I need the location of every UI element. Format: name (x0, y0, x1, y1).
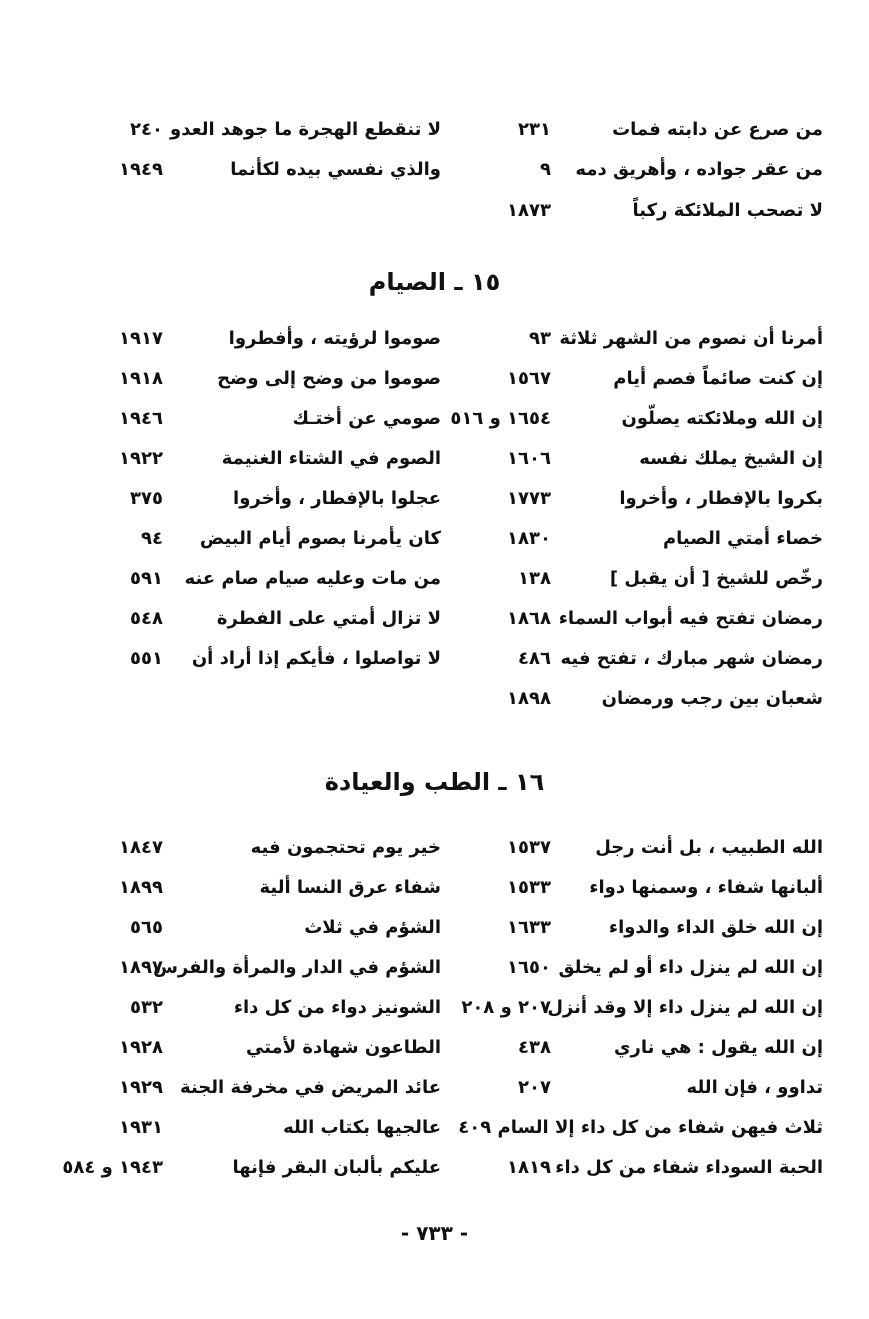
entry-number: ١٦٥٤ و ٥١٦ (450, 408, 551, 429)
index-row (0, 442, 869, 476)
entry-number: ١٩٢٨ (119, 1037, 163, 1058)
entry-text: من عقر جواده ، وأهريق دمه (575, 159, 823, 180)
index-row (0, 1151, 869, 1185)
entry-number: ٢٠٧ (518, 1077, 551, 1098)
index-row (0, 1031, 869, 1065)
entry-number: ٥٤٨ (130, 608, 163, 629)
entry-number: ٢٣١ (518, 119, 551, 140)
entry-number: ١٨٧٣ (507, 200, 551, 221)
entry-text: رمضان شهر مبارك ، تفتح فيه (560, 648, 823, 669)
entry-text: صوموا لرؤيته ، وأفطروا (228, 328, 441, 349)
entry-number: ٤٣٨ (518, 1037, 551, 1058)
entry-number: ٩٣ (529, 328, 551, 349)
entry-text: شعبان بين رجب ورمضان (601, 688, 823, 709)
entry-text: إن كنت صائماً فصم أيام (613, 368, 823, 389)
entry-text: عائد المريض في مخرفة الجنة (180, 1077, 441, 1098)
index-row (0, 682, 869, 716)
index-row (0, 951, 869, 985)
entry-number: ٤٨٦ (518, 648, 551, 669)
entry-text: إن الشيخ يملك نفسه (639, 448, 823, 469)
entry-number: ١٨٤٧ (119, 837, 163, 858)
entry-number: ٥٩١ (130, 568, 163, 589)
section-heading-fasting: ١٥ ـ الصيام (368, 268, 501, 296)
entry-text: لا تصحب الملائكة ركباً (632, 200, 823, 221)
entry-number: ١٦٣٣ (507, 917, 551, 938)
entry-text: إن الله لم ينزل داء إلا وقد أنزل (547, 997, 823, 1018)
entry-text: الله الطبيب ، بل أنت رجل (595, 837, 823, 858)
entry-number: ١٦٠٦ (507, 448, 551, 469)
entry-text: من صرع عن دابته فمات (612, 119, 823, 140)
entry-number: ١٩٣١ (119, 1117, 163, 1138)
entry-number: ١٩١٧ (119, 328, 163, 349)
entry-text: عجلوا بالإفطار ، وأخروا (233, 488, 441, 509)
entry-text: الصوم في الشتاء الغنيمة (221, 448, 441, 469)
entry-text: كان يأمرنا بصوم أيام البيض (199, 528, 441, 549)
entry-text: خصاء أمتي الصيام (662, 528, 823, 549)
entry-number: ١٨٣٠ (507, 528, 551, 549)
entry-text: صومي عن أختـك (292, 408, 441, 429)
entry-text: بكروا بالإفطار ، وأخروا (619, 488, 823, 509)
entry-number: ١٩٢٢ (119, 448, 163, 469)
entry-text: والذي نفسي بيده لكأنما (230, 159, 441, 180)
entry-number: ٢٠٧ و ٢٠٨ (461, 997, 551, 1018)
entry-text: ثلاث فيهن شفاء من كل داء إلا السام ٤٠٩ (458, 1117, 823, 1138)
index-row (0, 1111, 869, 1145)
index-row (0, 402, 869, 436)
section-heading-medicine: ١٦ ـ الطب والعيادة (324, 768, 545, 796)
index-row (0, 522, 869, 556)
index-row (0, 1071, 869, 1105)
index-row (0, 482, 869, 516)
entry-number: ١٦٥٠ (507, 957, 551, 978)
entry-number: ١٩١٨ (119, 368, 163, 389)
entry-text: لا تزال أمتي على الفطرة (216, 608, 441, 629)
index-row (0, 562, 869, 596)
entry-number: ٥٣٢ (130, 997, 163, 1018)
entry-text: عالجيها بكتاب الله (283, 1117, 441, 1138)
entry-text: صوموا من وضح إلى وضح (217, 368, 441, 389)
index-row (0, 991, 869, 1025)
entry-text: لا تنقطع الهجرة ما جوهد العدو (170, 119, 441, 140)
entry-number: ٥٦٥ (130, 917, 163, 938)
entry-text: أمرنا أن نصوم من الشهر ثلاثة (559, 328, 823, 349)
entry-text: شفاء عرق النسا ألية (259, 877, 441, 898)
entry-number: ٩٤ (141, 528, 163, 549)
entry-number: ١٣٨ (518, 568, 551, 589)
entry-text: تداوو ، فإن الله (686, 1077, 823, 1098)
entry-number: ١٩٤٩ (119, 159, 163, 180)
entry-number: ١٧٧٣ (507, 488, 551, 509)
entry-number: ١٩٤٦ (119, 408, 163, 429)
index-row (0, 642, 869, 676)
index-row (0, 322, 869, 356)
entry-text: عليكم بألبان البقر فإنها (232, 1157, 441, 1178)
entry-number: ٩ (540, 159, 551, 180)
entry-number: ٣٧٥ (130, 488, 163, 509)
entry-number: ١٨٩٩ (119, 877, 163, 898)
index-row (0, 113, 869, 147)
entry-number: ٥٥١ (130, 648, 163, 669)
entry-text: خير يوم تحتجمون فيه (250, 837, 441, 858)
entry-number: ١٥٦٧ (507, 368, 551, 389)
index-row (0, 362, 869, 396)
entry-text: ألبانها شفاء ، وسمنها دواء (589, 877, 823, 898)
entry-number: ٢٤٠ (130, 119, 163, 140)
index-row (0, 602, 869, 636)
entry-text: إن الله وملائكته يصلّون (621, 408, 823, 429)
entry-number: ١٩٤٣ و ٥٨٤ (62, 1157, 163, 1178)
entry-text: الطاعون شهادة لأمتي (245, 1037, 441, 1058)
entry-text: الشونيز دواء من كل داء (233, 997, 441, 1018)
entry-number: ١٥٣٧ (507, 837, 551, 858)
entry-text: الشؤم في ثلاث (304, 917, 441, 938)
entry-text: رخّص للشيخ [ أن يقبل ] (609, 568, 823, 589)
entry-text: الشؤم في الدار والمرأة والفرس (153, 957, 441, 978)
entry-text: من مات وعليه صيام صام عنه (184, 568, 441, 589)
index-row (0, 153, 869, 187)
entry-number: ١٨٩٨ (507, 688, 551, 709)
entry-text: الحبة السوداء شفاء من كل داء (555, 1157, 823, 1178)
index-row (0, 871, 869, 905)
entry-number: ١٨١٩ (507, 1157, 551, 1178)
entry-text: رمضان تفتح فيه أبواب السماء (558, 608, 823, 629)
entry-number: ١٨٩٧ (119, 957, 163, 978)
entry-text: إن الله لم ينزل داء أو لم يخلق (558, 957, 823, 978)
index-row (0, 194, 869, 228)
entry-number: ١٩٢٩ (119, 1077, 163, 1098)
entry-number: ١٥٣٣ (507, 877, 551, 898)
entry-text: إن الله خلق الداء والدواء (608, 917, 823, 938)
entry-text: إن الله يقول : هي ناري (614, 1037, 823, 1058)
entry-text: لا تواصلوا ، فأيكم إذا أراد أن (191, 648, 441, 669)
index-row (0, 911, 869, 945)
entry-number: ١٨٦٨ (507, 608, 551, 629)
page-number: - ٧٣٣ - (400, 1221, 469, 1245)
index-row (0, 831, 869, 865)
